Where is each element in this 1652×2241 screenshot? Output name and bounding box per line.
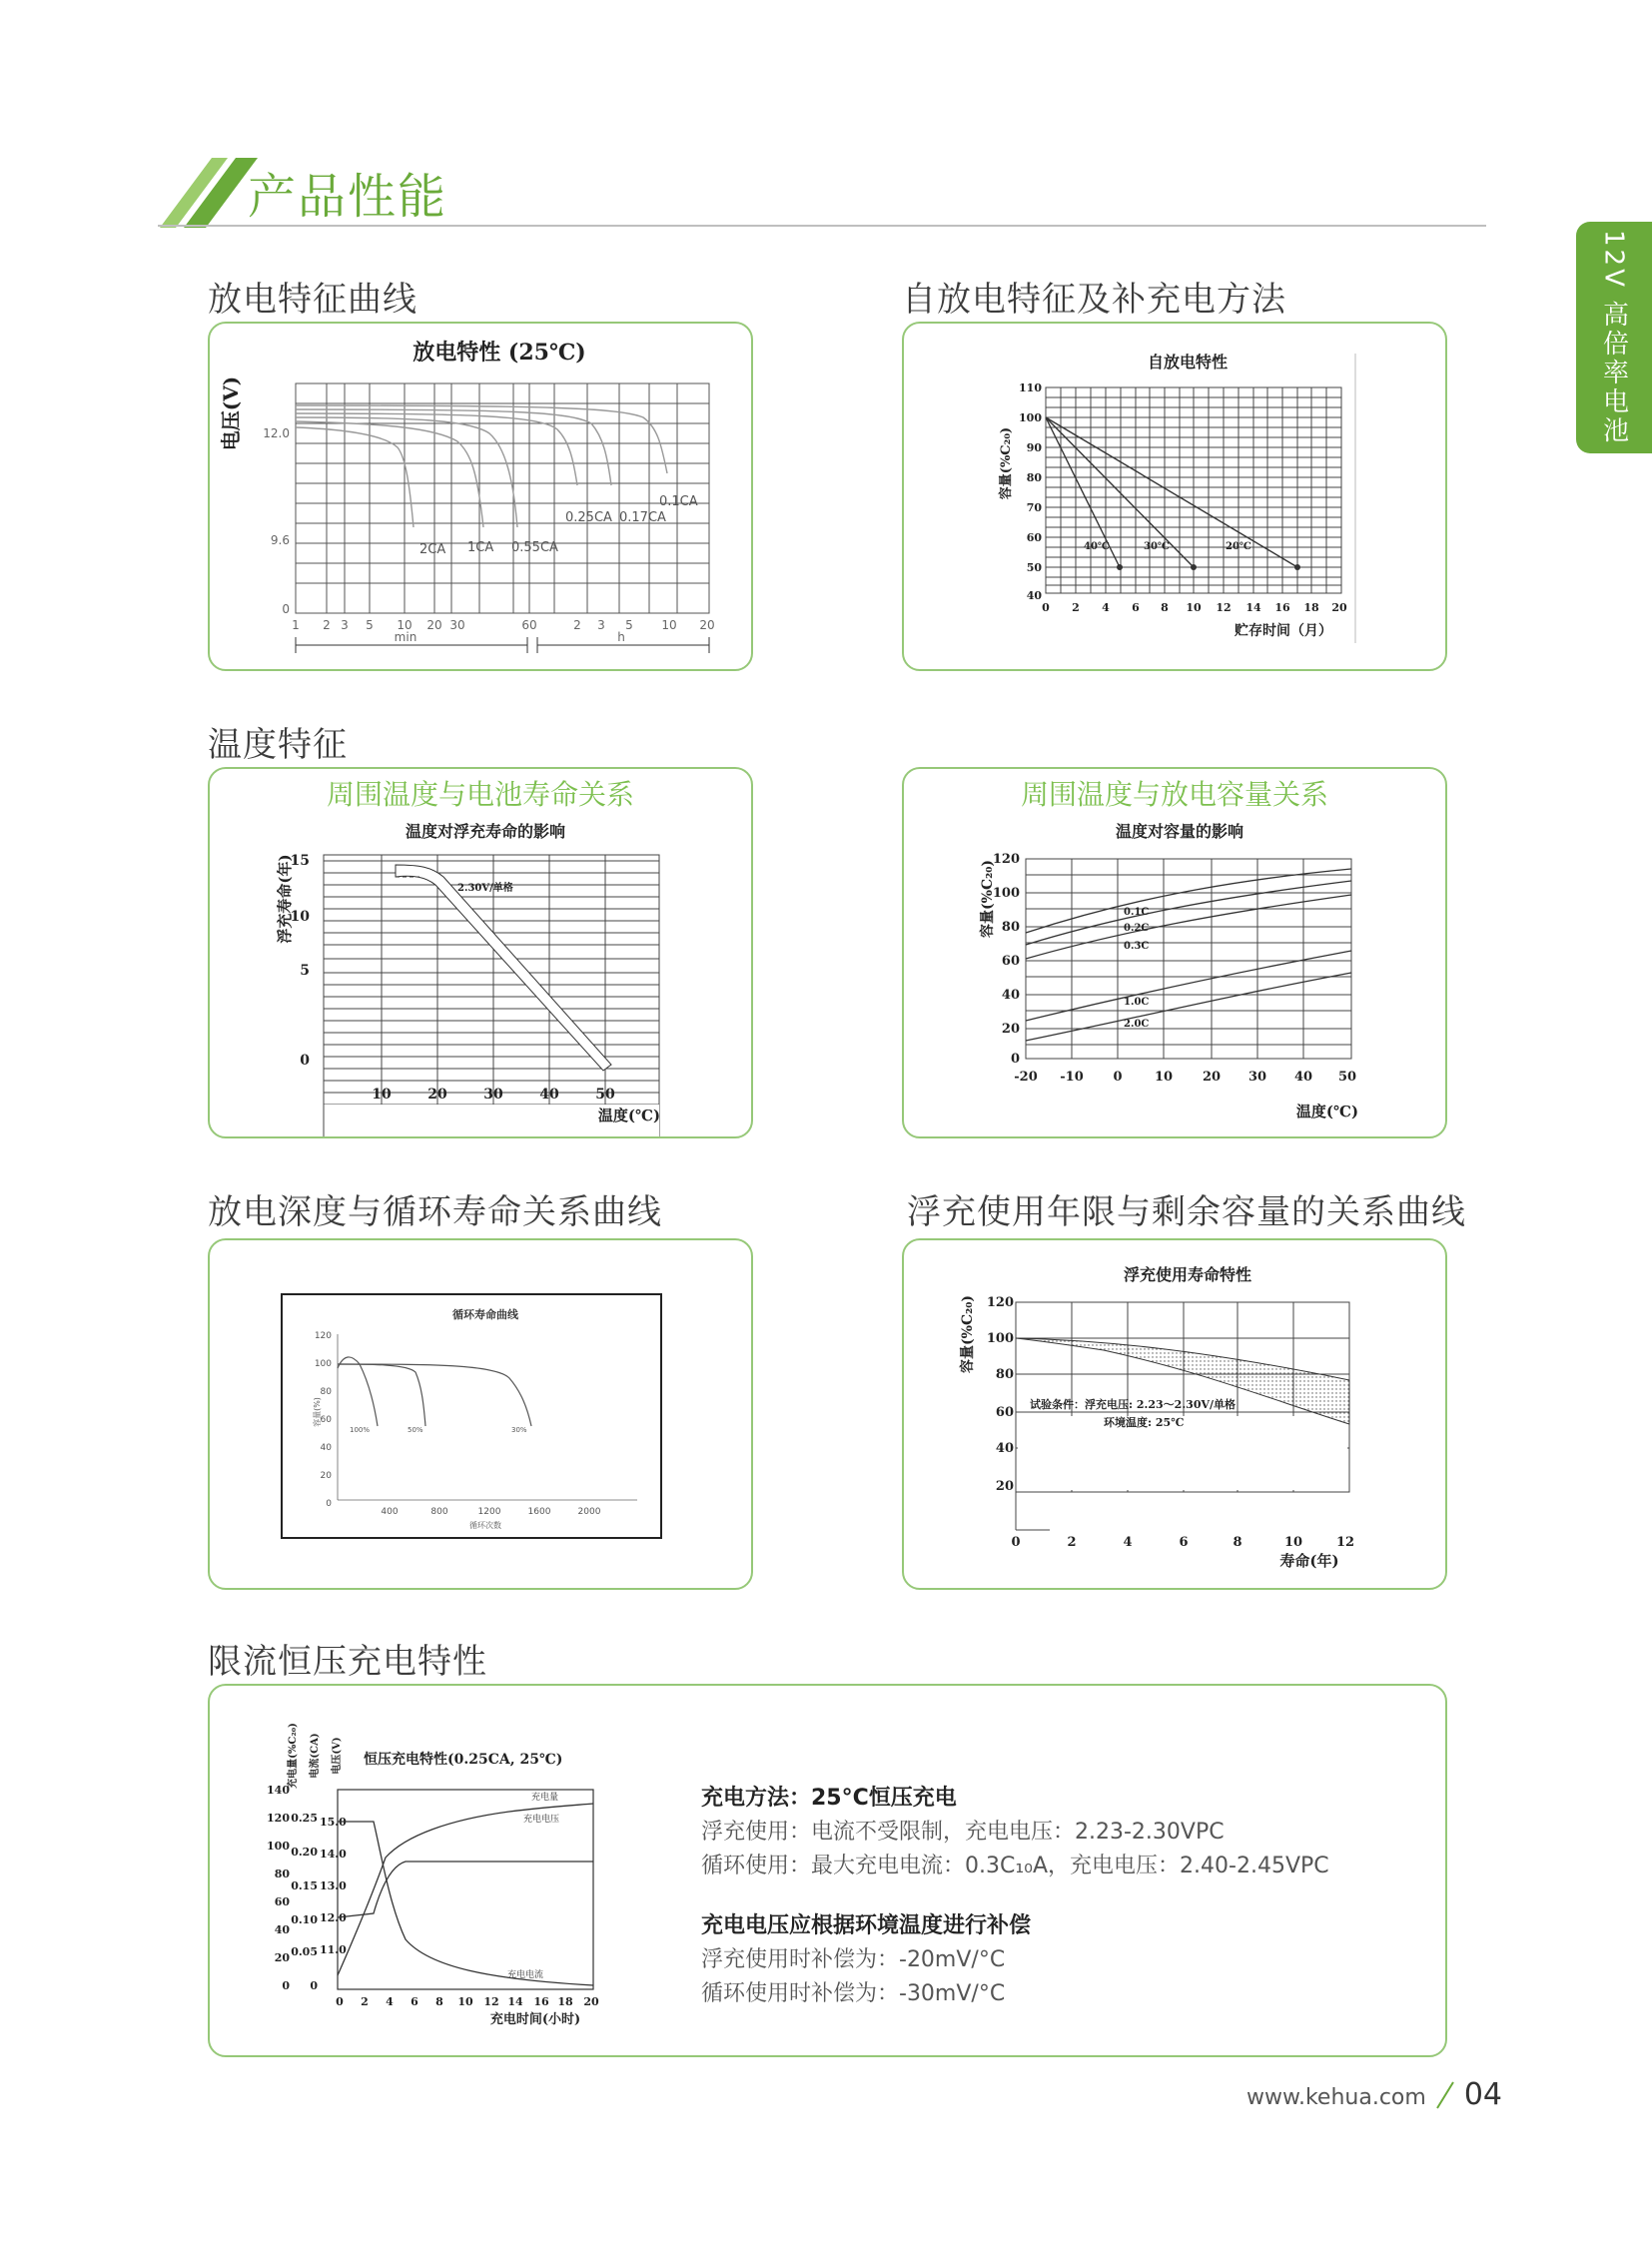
discharge-chart-title: 放电特性 (25℃) [413,340,586,366]
temp-capacity-xtick: 40 [1293,1070,1313,1085]
temp-capacity-xtick: 0 [1113,1070,1123,1085]
cv-charge-ytick-2: 0.10 [291,1913,318,1926]
self-discharge-ytick: 100 [1019,411,1042,424]
temp-life-xtick: 40 [539,1087,559,1103]
float-life-xticks [1011,1535,1354,1550]
temp-capacity-xtick: 10 [1154,1070,1174,1085]
cycle-life-ytick: 40 [320,1443,332,1453]
self-discharge-x-label: 贮存时间（月） [1235,623,1332,639]
side-tab-label: 12V 高倍率电池 [1598,229,1629,446]
cv-charge-xtick: 16 [533,1995,549,2008]
header-logo-mark [150,150,260,230]
discharge-xtick: 5 [366,618,374,632]
self-discharge-ytick: 80 [1026,471,1042,484]
cv-charge-x-label: 充电时间(小时) [489,2012,581,2027]
cv-charge-xtick: 20 [583,1995,599,2008]
discharge-curve-label: 0.1CA [659,494,698,509]
header-divider [158,225,1486,227]
cv-charge-ytick-2: 0.15 [291,1879,318,1892]
self-discharge-line-label: 30℃ [1144,541,1170,552]
cv-charge-ytick-1: 40 [274,1923,290,1936]
cv-charge-ytick-1: 140 [267,1784,290,1797]
temp-life-annotation: 2.30V/单格 [457,883,513,894]
self-discharge-xtick: 20 [1331,601,1347,614]
temp-life-ytick: 10 [290,909,310,925]
cv-charge-yticks-2 [291,1812,318,1992]
temp-capacity-curve-label: 0.2C [1124,923,1150,934]
cycle-life-chart [210,1240,753,1590]
cv-charge-ytick-2: 0.25 [291,1812,318,1825]
cycle-life-dod-label: 100% [350,1426,371,1434]
self-discharge-point [1294,564,1300,570]
self-discharge-title: 自放电特性 [1147,353,1229,372]
float-life-y-label: 容量(%C₂₀) [960,1295,976,1373]
float-life-ytick: 120 [986,1295,1014,1310]
float-life-ytick: 20 [995,1479,1014,1494]
float-life-condition-1: 试验条件：浮充电压: 2.23～2.30V/单格 [1030,1398,1237,1411]
self-discharge-ytick: 70 [1026,501,1042,514]
discharge-xtick: 10 [661,618,677,632]
cv-charge-ytick-1: 100 [267,1840,290,1853]
cv-charge-curve-label: 充电电流 [507,1970,544,1980]
self-discharge-ytick: 90 [1026,441,1042,454]
temp-capacity-title: 温度对容量的影响 [1115,822,1244,841]
cv-charge-y-label-2: 电流(CA) [310,1733,321,1779]
cv-charge-xtick: 18 [557,1995,573,2008]
self-discharge-xtick: 6 [1132,601,1140,614]
self-discharge-xtick: 16 [1274,601,1290,614]
temp-life-ytick: 15 [290,853,310,869]
float-life-ytick: 60 [995,1405,1014,1420]
cv-charge-xticks [336,1995,599,2008]
cv-charge-ytick-2: 0 [310,1979,318,1992]
card-temp-life [208,767,753,1138]
float-life-xtick: 4 [1123,1535,1133,1550]
discharge-curve-label: 0.25CA [565,510,612,525]
temp-life-chart [210,769,753,1138]
temp-life-xtick: 50 [595,1087,615,1103]
discharge-xtick: 3 [597,618,605,632]
cv-charge-ytick-3: 11.0 [320,1943,347,1956]
discharge-xtick: 1 [292,618,300,632]
cv-charge-xtick: 2 [361,1995,369,2008]
charging-method: 充电方法：25°C恒压充电 [701,1786,957,1811]
cycle-life-x-label: 循环次数 [469,1521,501,1530]
self-discharge-xtick: 18 [1303,601,1319,614]
discharge-xtick: 20 [426,618,442,632]
temp-capacity-grid [1026,859,1351,1059]
card-temp-capacity [902,767,1447,1138]
temp-life-subtitle: 周围温度与电池寿命关系 [326,778,634,811]
section-title-self-discharge: 自放电特征及补充电方法 [902,280,1286,320]
cycle-life-ytick: 0 [326,1499,332,1509]
discharge-chart [210,324,753,671]
footer-slash-icon [1433,2080,1457,2110]
cv-charge-y-label-3: 电压(V) [332,1737,343,1775]
cycle-life-frame [282,1294,661,1538]
discharge-ytick: 12.0 [263,426,290,440]
self-discharge-line-labels [1084,541,1251,552]
charging-compensation-head: 充电电压应根据环境温度进行补偿 [701,1913,1032,1938]
cycle-life-title: 循环寿命曲线 [452,1308,518,1321]
float-life-condition-2: 环境温度: 25℃ [1104,1416,1185,1429]
cycle-life-dod-label: 50% [408,1426,423,1434]
self-discharge-line-label: 20℃ [1226,541,1251,552]
section-title-charging: 限流恒压充电特性 [208,1642,487,1682]
temp-life-xtick: 30 [483,1087,503,1103]
self-discharge-ytick: 40 [1026,589,1042,602]
card-cycle-life [208,1238,753,1590]
cv-charge-yticks-3 [320,1816,347,1956]
temp-capacity-xtick: 30 [1247,1070,1267,1085]
cv-charge-xtick: 14 [507,1995,523,2008]
cv-charge-y-labels [286,1723,343,1789]
temp-capacity-yticks [993,852,1020,1067]
footer-website[interactable]: www.kehua.com [1246,2085,1426,2110]
temp-capacity-xtick: 50 [1337,1070,1357,1085]
temp-life-ytick: 5 [300,963,310,979]
cycle-life-ytick: 100 [314,1359,332,1369]
temp-capacity-chart [904,769,1447,1138]
temp-capacity-xtick: 20 [1202,1070,1222,1085]
float-life-xtick: 2 [1067,1535,1077,1550]
cv-charge-ytick-3: 12.0 [320,1911,347,1924]
card-discharge [208,322,753,671]
discharge-ytick: 0 [282,602,290,616]
discharge-ytick: 9.6 [270,533,290,547]
cv-charge-ytick-2: 0.20 [291,1846,318,1859]
discharge-xtick: 3 [341,618,349,632]
cv-charge-title: 恒压充电特性(0.25CA, 25℃) [364,1752,563,1768]
discharge-unit-h: h [617,630,625,644]
cv-charge-y-label-1: 充电量(%C₂₀) [288,1723,299,1789]
charging-float-use: 浮充使用：电流不受限制，充电电压：2.23-2.30VPC [701,1820,1225,1845]
self-discharge-xtick: 8 [1161,601,1169,614]
temp-life-band [396,865,611,1071]
temp-life-xtick: 20 [427,1087,447,1103]
self-discharge-xtick: 2 [1072,601,1080,614]
temp-capacity-curve-label: 0.3C [1124,941,1150,952]
float-life-xtick: 6 [1179,1535,1189,1550]
temp-life-title: 温度对浮充寿命的影响 [405,822,566,841]
discharge-xtick: 60 [521,618,537,632]
self-discharge-xticks [1042,601,1347,614]
cv-charge-curve-label: 充电电压 [523,1815,560,1825]
float-life-ytick: 80 [995,1367,1014,1382]
discharge-xtick: 2 [323,618,331,632]
self-discharge-line-label: 40℃ [1084,541,1110,552]
cv-charge-ytick-3: 15.0 [320,1816,347,1829]
temp-capacity-ytick: 20 [1001,1022,1020,1037]
discharge-xtick: 10 [397,618,413,632]
temp-capacity-ytick: 80 [1001,920,1020,935]
float-life-xtick: 12 [1335,1535,1355,1550]
cycle-life-y-label: 容量(%) [313,1397,322,1427]
float-life-title: 浮充使用寿命特性 [1123,1265,1252,1284]
card-self-discharge [902,322,1447,671]
temp-capacity-curve-label: 1.0C [1124,997,1150,1008]
temp-capacity-curves [1026,869,1351,1041]
cv-charge-ytick-3: 14.0 [320,1848,347,1861]
self-discharge-ytick: 110 [1019,381,1042,394]
self-discharge-ytick: 50 [1026,561,1042,574]
discharge-xtick: 30 [449,618,465,632]
temp-capacity-curve-label: 0.1C [1124,907,1150,918]
self-discharge-y-label: 容量(%C₂₀) [999,426,1014,500]
float-life-ytick: 40 [995,1441,1014,1456]
discharge-curve-label: 0.17CA [619,510,666,525]
self-discharge-ytick: 60 [1026,531,1042,544]
float-life-chart [904,1240,1447,1590]
cv-charge-yticks-1 [267,1784,290,1992]
discharge-curve-label: 0.55CA [511,540,558,555]
page-number: 04 [1463,2077,1502,2112]
cycle-life-dod-label: 30% [511,1426,527,1434]
temp-capacity-subtitle: 周围温度与放电容量关系 [1020,778,1328,811]
float-life-band [1016,1338,1349,1424]
cv-charge-chart [210,1686,629,2057]
self-discharge-xtick: 12 [1216,601,1232,614]
self-discharge-xtick: 4 [1102,601,1110,614]
charging-float-compensation: 浮充使用时补偿为：-20mV/°C [701,1947,1006,1972]
temp-life-x-label: 温度(℃) [597,1107,661,1124]
self-discharge-point [1191,564,1197,570]
section-title-discharge: 放电特征曲线 [208,280,417,320]
temp-capacity-ytick: 100 [992,886,1020,901]
section-title-float-life: 浮充使用年限与剩余容量的关系曲线 [907,1192,1466,1232]
self-discharge-yticks [1019,381,1042,602]
charging-info [701,1782,1420,2011]
discharge-xtick: 5 [625,618,633,632]
cv-charge-xtick: 4 [386,1995,394,2008]
cycle-life-xtick: 800 [430,1507,448,1517]
cv-charge-xtick: 12 [483,1995,499,2008]
section-title-dod-cycle: 放电深度与循环寿命关系曲线 [208,1192,662,1232]
temp-capacity-y-label: 容量(%C₂₀) [980,860,996,938]
temp-capacity-ytick: 0 [1010,1052,1020,1067]
discharge-curve-label: 1CA [467,540,494,555]
discharge-xtick: 2 [573,618,581,632]
cv-charge-xtick: 8 [435,1995,443,2008]
cycle-life-xtick: 400 [381,1507,399,1517]
temp-capacity-ytick: 120 [992,852,1020,867]
cycle-life-ytick: 20 [320,1471,332,1481]
cv-charge-curve-label: 充电量 [531,1793,559,1803]
temp-life-xtick: 10 [372,1087,392,1103]
temp-capacity-xtick: -20 [1014,1070,1038,1085]
cv-charge-xtick: 6 [411,1995,418,2008]
charging-cycle-compensation: 循环使用时补偿为：-30mV/°C [701,1981,1006,2006]
cycle-life-xtick: 1600 [527,1507,551,1517]
float-life-xtick: 10 [1283,1535,1303,1550]
side-tab [1576,222,1652,453]
cv-charge-ytick-1: 80 [274,1868,290,1880]
card-cv-charge [208,1684,1447,2057]
cv-charge-curves [338,1804,593,1985]
cv-charge-xtick: 10 [457,1995,473,2008]
cv-charge-ytick-3: 13.0 [320,1879,347,1892]
self-discharge-xtick: 10 [1186,601,1202,614]
cv-charge-ytick-1: 20 [274,1951,290,1964]
cv-charge-xtick: 0 [336,1995,344,2008]
temp-life-xticks [372,1087,615,1103]
cycle-life-xtick: 2000 [577,1507,601,1517]
cv-charge-ytick-1: 0 [282,1979,290,1992]
cv-charge-ytick-1: 120 [267,1812,290,1825]
discharge-range-arrows [296,637,709,653]
card-float-life [902,1238,1447,1590]
float-life-yticks [987,1295,1014,1494]
cycle-life-ytick: 80 [320,1387,332,1397]
temp-capacity-ytick: 60 [1001,954,1020,969]
temp-capacity-curve-labels [1124,907,1149,1030]
self-discharge-point [1117,564,1123,570]
discharge-xticks [292,618,714,632]
float-life-x-label: 寿命(年) [1279,1552,1339,1570]
cycle-life-ytick: 60 [320,1415,332,1425]
self-discharge-chart [904,324,1447,671]
cycle-life-xtick: 1200 [477,1507,501,1517]
footer [1246,2077,1502,2112]
temp-life-y-label: 浮充寿命(年) [276,854,294,944]
page-title: 产品性能 [248,169,448,225]
temp-capacity-ytick: 40 [1001,988,1020,1003]
charging-cycle-use: 循环使用：最大充电电流：0.3C₁₀A，充电电压：2.40-2.45VPC [701,1854,1329,1878]
temp-capacity-xticks [1014,1070,1356,1085]
self-discharge-xtick: 14 [1245,601,1261,614]
temp-life-ytick: 0 [300,1053,310,1069]
temp-capacity-xtick: -10 [1060,1070,1084,1085]
section-title-temperature: 温度特征 [208,725,348,765]
discharge-curve-label: 2CA [419,542,446,557]
self-discharge-grid [1046,387,1341,593]
cv-charge-curve-labels [507,1791,559,1980]
float-life-xtick: 8 [1233,1535,1242,1550]
self-discharge-xtick: 0 [1042,601,1050,614]
cycle-life-ytick: 120 [314,1331,332,1341]
cv-charge-ytick-2: 0.05 [291,1945,318,1958]
discharge-y-label: 电压(V) [219,375,243,451]
temp-capacity-curve-label: 2.0C [1124,1019,1150,1030]
discharge-xtick: 20 [699,618,715,632]
float-life-xtick: 0 [1011,1535,1021,1550]
temp-capacity-x-label: 温度(℃) [1295,1103,1359,1120]
discharge-unit-min: min [394,630,417,644]
cv-charge-ytick-1: 60 [274,1895,290,1908]
float-life-ytick: 100 [986,1331,1014,1346]
